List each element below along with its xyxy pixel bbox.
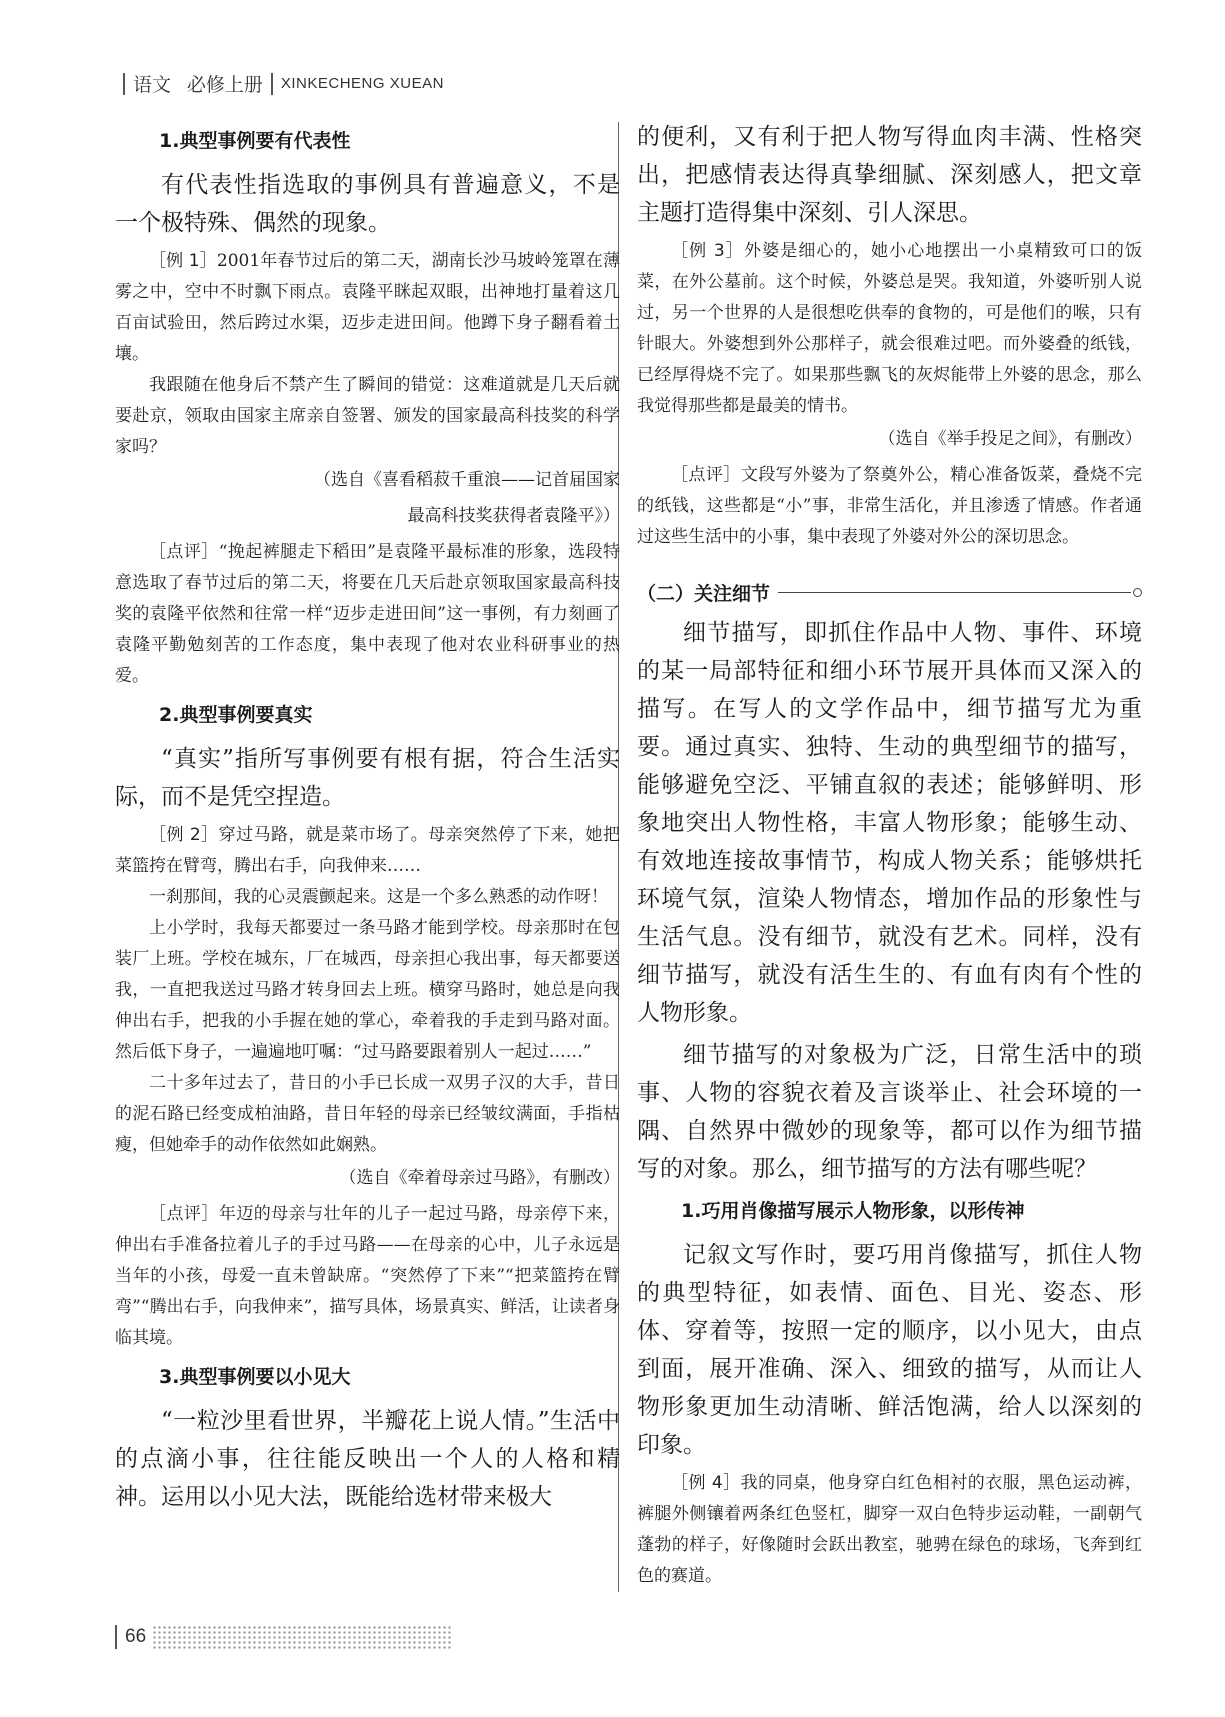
heading-small-to-big: 3.典型事例要以小见大 <box>159 1366 351 1388</box>
example-3 <box>637 236 1142 422</box>
example-text: 上小学时，我每天都要过一条马路才能到学校。母亲那时在包装厂上班。学校在城东，厂在城西，母亲担心我出事，每天都要送我，一直把我送过马路才转身回去上班。横穿马路时，她总是向我伸出右手，把我的小手握在她的掌心，牵着我的手走到马路对面。然后低下身子，一遍遍地叮嘱：“过马路要跟着别人一起过……” <box>115 918 620 1062</box>
page-number: 66 <box>125 1626 147 1647</box>
example-text: 我的同桌，他身穿白红色相衬的衣服，黑色运动裤，裤腿外侧镶着两条红色竖杠，脚穿一双白色特步运动鞋，一副朝气蓬勃的样子，好像随时会跃出教室，驰骋在绿色的球场，飞奔到红色的赛道。 <box>637 1473 1142 1586</box>
header-series: XINKECHENG XUEAN <box>280 75 444 92</box>
section-title: （二）关注细节 <box>637 583 771 605</box>
paragraph: 记叙文写作时，要巧用肖像描写，抓住人物的典型特征，如表情、面色、目光、姿态、形体、穿着等，按照一定的顺序，以小见大，由点到面，展开准确、深入、细致的描写，从而让人物形象更加生动清晰、鲜活饱满，给人以深刻的印象。 <box>637 1242 1142 1458</box>
comment-text: 文段写外婆为了祭奠外公，精心准备饭菜，叠烧不完的纸钱，这些都是“小”事，非常生活化，并且渗透了情感。作者通过这些生活中的小事，集中表现了外婆对外公的深切思念。 <box>637 465 1143 547</box>
heading-representative: 1.典型事例要有代表性 <box>159 130 351 152</box>
example-1 <box>115 246 620 370</box>
comment-text: 年迈的母亲与壮年的儿子一起过马路，母亲停下来，伸出右手准备拉着儿子的手过马路——在母亲的心中，儿子永远是当年的小孩，母爱一直未曾缺席。“突然停了下来”“把菜篮挎在臂弯”“腾出右手，向我伸来”，描写具体，场景真实、鲜活，让读者身临其境。 <box>115 1204 621 1348</box>
section-heading-details <box>637 579 1142 606</box>
example-text: 外婆是细心的，她小心地摆出一小桌精致可口的饭菜，在外公墓前。这个时候，外婆总是哭。我知道，外婆听别人说过，另一个世界的人是很想吃供奉的食物的，可是他们的喉，只有针眼大。外婆想到外公那样子，就会很难过吧。而外婆叠的纸钱，已经厚得烧不完了。如果那些飘飞的灰烬能带上外婆的思念，那么我觉得那些都是最美的情书。 <box>637 241 1142 416</box>
example-tag: ［例 2］ <box>149 825 219 845</box>
comment-tag: ［点评］ <box>149 542 219 562</box>
example-text: 二十多年过去了，昔日的小手已长成一双男子汉的大手，昔日的泥石路已经变成柏油路，昔日年轻的母亲已经皱纹满面，手指枯瘦，但她牵手的动作依然如此娴熟。 <box>115 1073 620 1155</box>
example-4 <box>637 1468 1142 1592</box>
heading-authentic: 2.典型事例要真实 <box>159 704 313 726</box>
circle-icon <box>1133 588 1142 597</box>
paragraph: 细节描写的对象极为广泛，日常生活中的琐事、人物的容貌衣着及言谈举止、社会环境的一隅、自然界中微妙的现象等，都可以作为细节描写的对象。那么，细节描写的方法有哪些呢？ <box>637 1042 1142 1182</box>
example-2 <box>115 820 620 882</box>
source-line: （选自《牵着母亲过马路》，有删改） <box>339 1168 620 1188</box>
right-column <box>637 118 1142 1592</box>
left-column <box>115 118 620 1520</box>
page-header <box>115 70 444 97</box>
paragraph: 有代表性指选取的事例具有普遍意义，不是一个极特殊、偶然的现象。 <box>115 172 620 236</box>
page-footer <box>115 1625 452 1649</box>
example-text: 穿过马路，就是菜市场了。母亲突然停了下来，她把菜篮挎在臂弯，腾出右手，向我伸来…… <box>115 825 620 876</box>
header-book: 必修上册 <box>186 75 263 96</box>
paragraph: “一粒沙里看世界，半瓣花上说人情。”生活中的点滴小事，往往能反映出一个人的人格和精神。运用以小见大法，既能给选材带来极大 <box>115 1408 620 1510</box>
source-line: （选自《举手投足之间》，有删改） <box>878 429 1142 449</box>
header-separator <box>271 73 273 95</box>
source-line: 最高科技奖获得者袁隆平》） <box>407 506 620 526</box>
footer-bar <box>115 1625 117 1649</box>
comment-text: “挽起裤腿走下稻田”是袁隆平最标准的形象，选段特意选取了春节过后的第二天，将要在几天后赴京领取国家最高科技奖的袁隆平依然和往常一样“迈步走进田间”这一事例，有力刻画了袁隆平勤勉刻苦的工作态度，集中表现了他对农业科研事业的热爱。 <box>115 542 621 686</box>
example-text: 我跟随在他身后不禁产生了瞬间的错觉：这难道就是几天后就要赴京，领取由国家主席亲自签署、颁发的国家最高科技奖的科学家吗？ <box>115 375 620 457</box>
header-subject: 语文 <box>133 75 172 96</box>
comment-2 <box>115 1199 620 1354</box>
paragraph: “真实”指所写事例要有根有据，符合生活实际，而不是凭空捏造。 <box>115 746 620 810</box>
example-tag: ［例 1］ <box>149 251 217 271</box>
paragraph: 的便利，又有利于把人物写得血肉丰满、性格突出，把感情表达得真挚细腻、深刻感人，把文章主题打造得集中深刻、引人深思。 <box>637 124 1142 226</box>
comment-3 <box>637 460 1142 553</box>
paragraph: 细节描写，即抓住作品中人物、事件、环境的某一局部特征和细小环节展开具体而又深入的描写。在写人的文学作品中，细节描写尤为重要。通过真实、独特、生动的典型细节的描写，能够避免空泛、平铺直叙的表述；能够鲜明、形象地突出人物性格，丰富人物形象；能够生动、有效地连接故事情节，构成人物关系；能够烘托环境气氛，渲染人物情态，增加作品的形象性与生活气息。没有细节，就没有艺术。同样，没有细节描写，就没有活生生的、有血有肉有个性的人物形象。 <box>637 620 1142 1026</box>
header-bar <box>123 73 125 95</box>
source-line: （选自《喜看稻菽千重浪——记首届国家 <box>314 470 620 490</box>
comment-tag: ［点评］ <box>671 465 741 485</box>
comment-1 <box>115 537 620 692</box>
dot-pattern <box>152 1625 452 1649</box>
example-text: 一刹那间，我的心灵震颤起来。这是一个多么熟悉的动作呀！ <box>149 887 608 907</box>
section-rule <box>778 592 1131 593</box>
example-tag: ［例 4］ <box>671 1473 741 1493</box>
example-text: 2001年春节过后的第二天，湖南长沙马坡岭笼罩在薄雾之中，空中不时飘下雨点。袁隆平眯起双眼，出神地打量着这几百亩试验田，然后跨过水渠，迈步走进田间。他蹲下身子翻看着土壤。 <box>115 251 620 364</box>
comment-tag: ［点评］ <box>149 1204 219 1224</box>
heading-portrait: 1.巧用肖像描写展示人物形象，以形传神 <box>681 1200 1025 1222</box>
example-tag: ［例 3］ <box>671 241 744 261</box>
